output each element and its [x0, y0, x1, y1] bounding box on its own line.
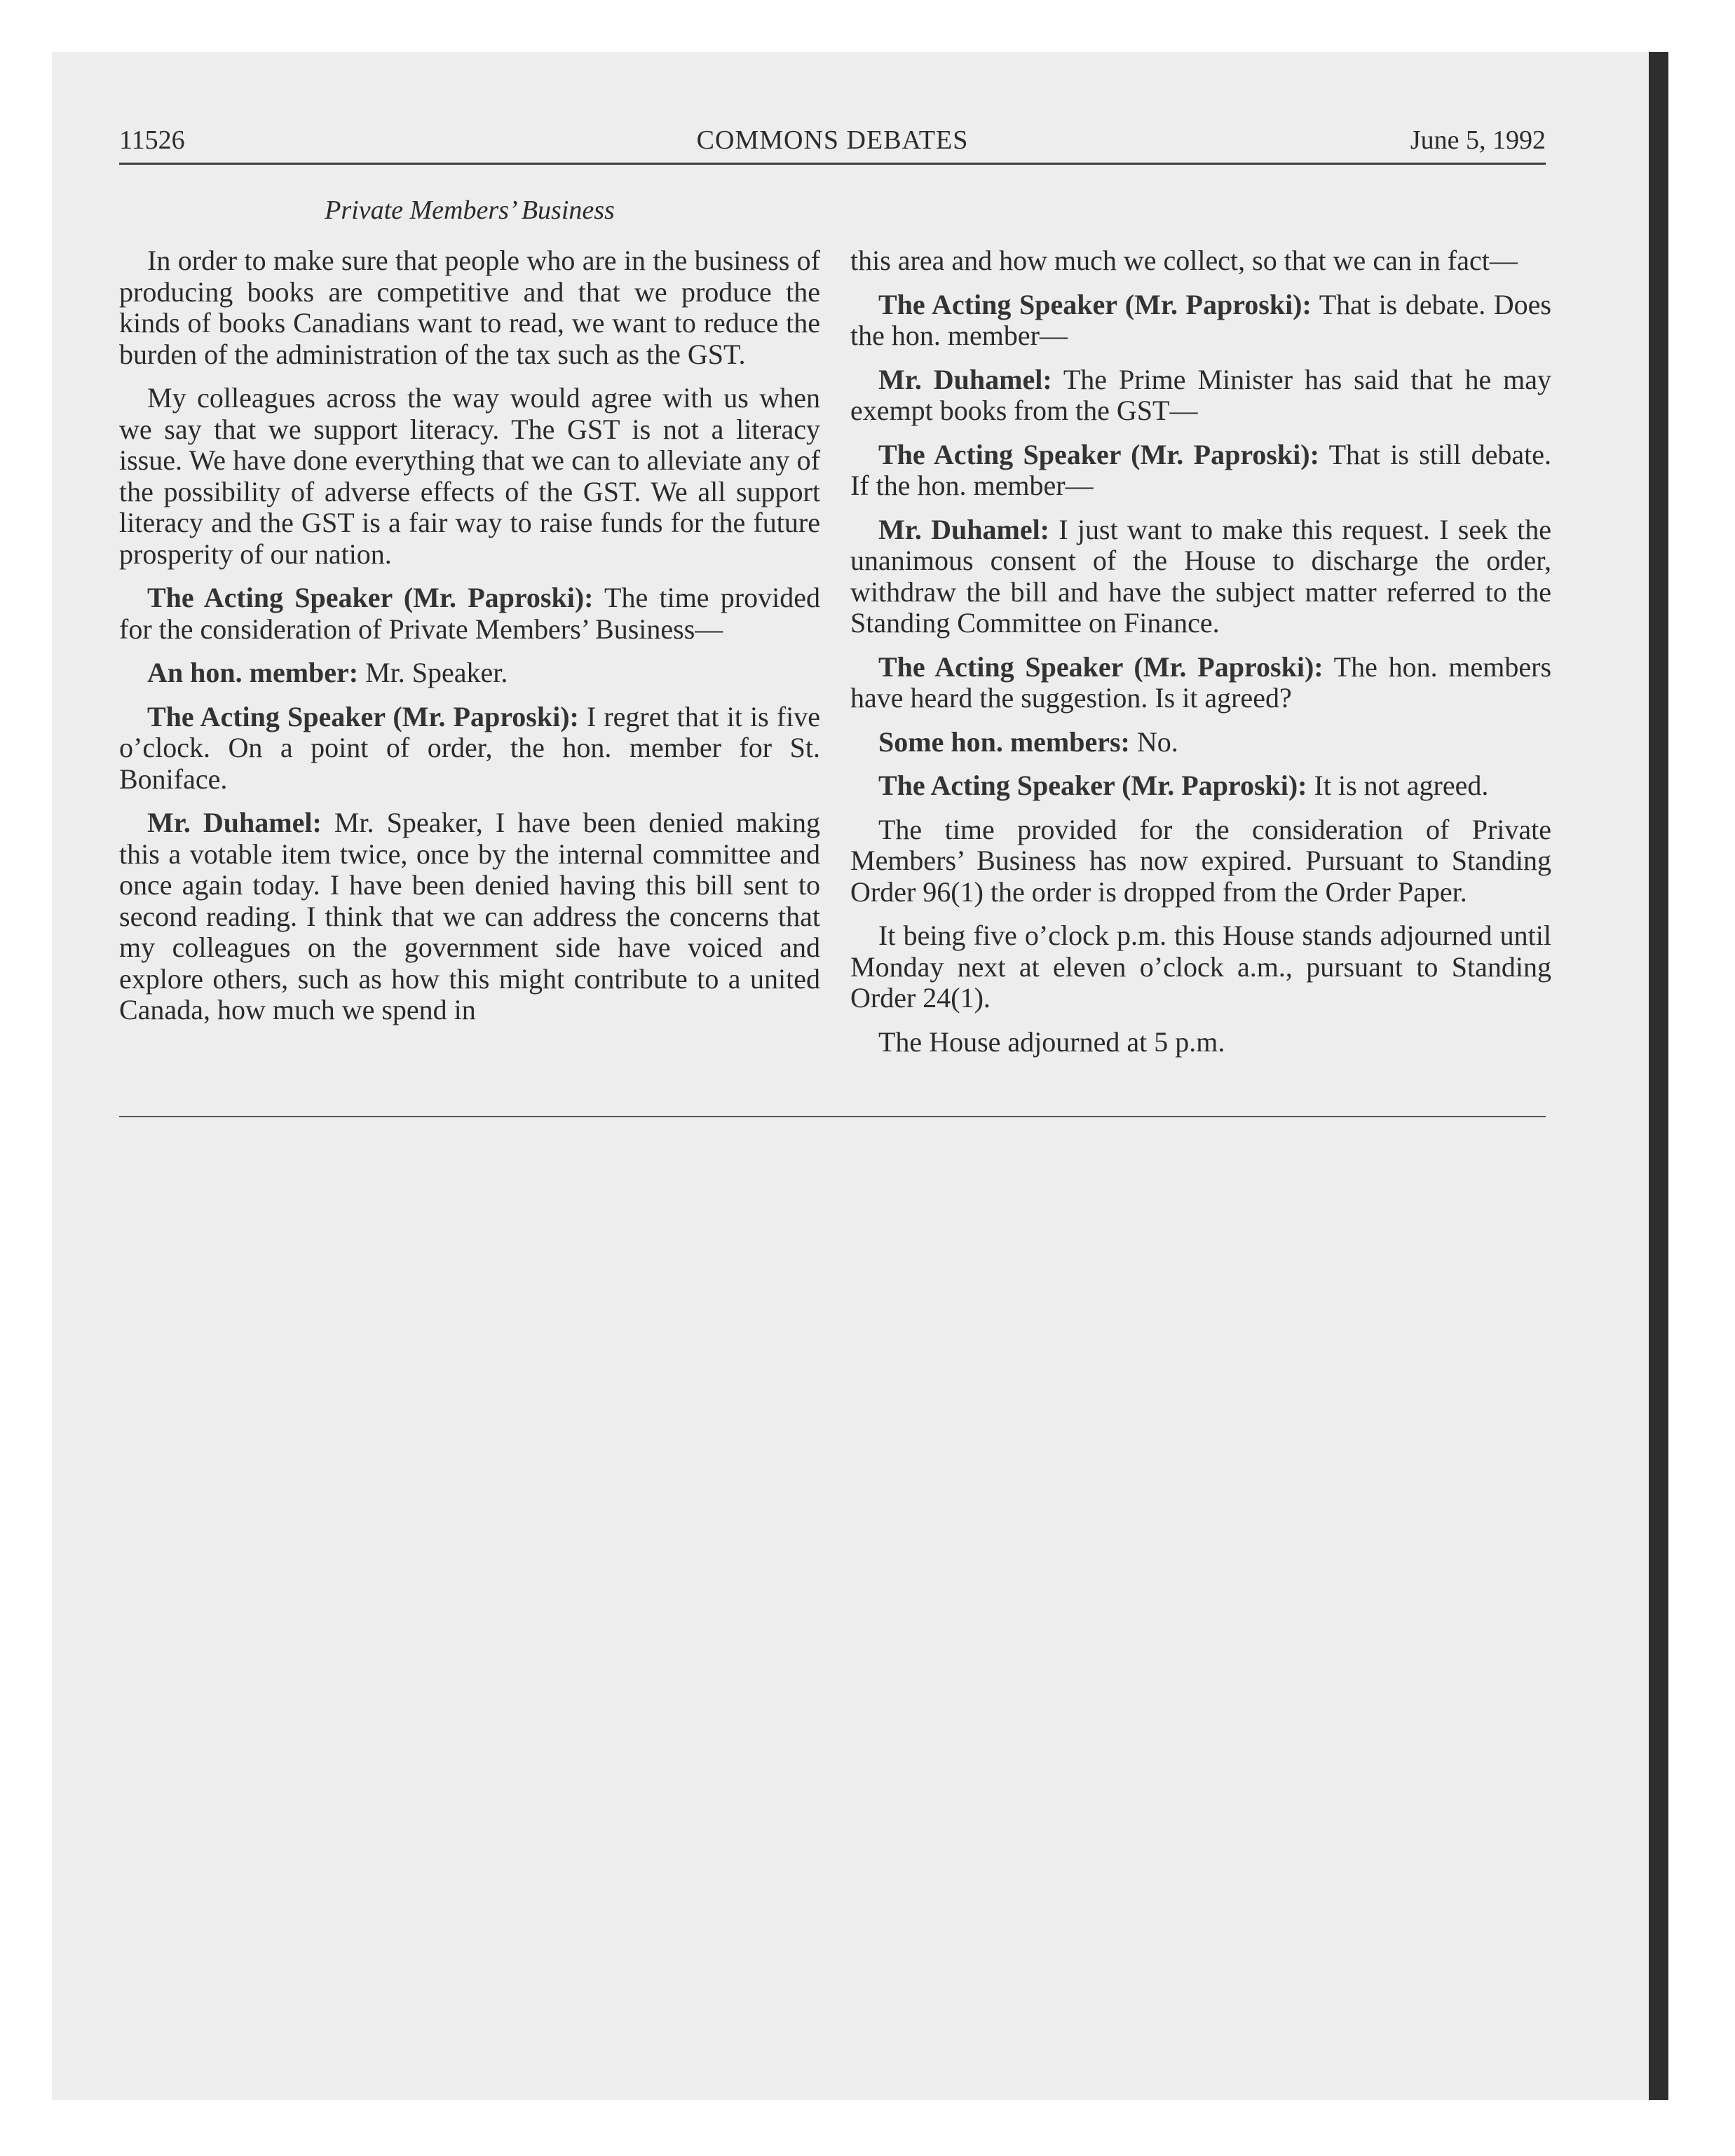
- speech-text: Mr. Speaker.: [365, 657, 508, 688]
- speech: [850, 770, 1551, 802]
- speech: [850, 727, 1551, 758]
- paragraph-continuation: [850, 245, 1551, 277]
- end-rule: [119, 1116, 1546, 1117]
- speaker-name: An hon. member:: [147, 657, 359, 688]
- speech-text: It is not agreed.: [1314, 770, 1489, 801]
- page-number: 11526: [119, 125, 185, 155]
- speech-text: The Prime Minister has said that he may exempt books from the GST—: [850, 363, 1552, 426]
- paragraph-text: My colleagues across the way would agree with us when we say that we support literacy. The GST is not a literacy issue. We have done everything that we can to alleviate any of the possibility of adverse effects of the GST. We all support literacy and the GST is a fair way to raise funds for the future prosperity of our nation.: [119, 382, 820, 570]
- paragraph-text: The House adjourned at 5 p.m.: [878, 1025, 1225, 1058]
- speech: [850, 289, 1551, 352]
- left-column: [119, 245, 820, 1039]
- speaker-name: The Acting Speaker (Mr. Paproski):: [878, 288, 1312, 320]
- header-rule: [119, 163, 1546, 165]
- speaker-name: The Acting Speaker (Mr. Paproski):: [878, 438, 1319, 470]
- speech-text: Mr. Speaker, I have been denied making this a votable item twice, once by the internal committee and once again today. I have been denied having this bill sent to second reading. I think that we can address the concerns that my colleagues on the government side have voiced and explore others, such as how this might contribute to a united Canada, how much we spend in: [119, 807, 821, 1025]
- page-date: June 5, 1992: [1410, 125, 1546, 155]
- paragraph-text: The time provided for the consideration of Private Members’ Business has now expired. Pursuant to Standing Order 96(1) the order is dropped from the Order Paper.: [850, 813, 1551, 908]
- speaker-name: The Acting Speaker (Mr. Paproski):: [147, 582, 594, 613]
- page-header: [119, 123, 1546, 158]
- speaker-name: The Acting Speaker (Mr. Paproski):: [878, 650, 1324, 683]
- speaker-name: The Acting Speaker (Mr. Paproski):: [147, 700, 579, 732]
- speech: [119, 657, 820, 689]
- paragraph-text: this area and how much we collect, so that we can in fact—: [850, 245, 1518, 276]
- speech: [119, 807, 820, 1026]
- speaker-name: Mr. Duhamel:: [147, 807, 322, 838]
- paragraph: [850, 814, 1551, 908]
- speech: [850, 439, 1551, 502]
- speech-text: No.: [1136, 725, 1178, 758]
- speech: [119, 702, 820, 796]
- right-column: [850, 245, 1551, 1070]
- speech: [850, 514, 1551, 639]
- speech-text: That is debate. Does the hon. member—: [850, 288, 1551, 351]
- section-heading: Private Members’ Business: [325, 196, 615, 225]
- speech: [850, 652, 1551, 714]
- speech: [850, 364, 1551, 427]
- speech-text: The hon. members have heard the suggestion. Is it agreed?: [850, 650, 1552, 714]
- speech-text: That is still debate. If the hon. member—: [850, 438, 1551, 501]
- scan-edge-shadow: [1649, 52, 1668, 2100]
- paragraph: [119, 383, 820, 570]
- speech: [119, 582, 820, 645]
- paragraph: [119, 245, 820, 370]
- speaker-name: Mr. Duhamel:: [878, 513, 1050, 545]
- paragraph-text: In order to make sure that people who are in the business of producing books are competitive and that we produce the kinds of books Canadians want to read, we want to reduce the burden of the administration of the tax such as the GST.: [119, 245, 820, 370]
- adjournment-line: [850, 1027, 1551, 1058]
- paragraph-text: It being five o’clock p.m. this House stands adjourned until Monday next at eleven o’clock a.m., pursuant to Standing Order 24(1).: [850, 920, 1551, 1014]
- speaker-name: Mr. Duhamel:: [878, 363, 1052, 395]
- paragraph: [850, 920, 1551, 1014]
- speech-text: The time provided for the consideration of Private Members’ Business—: [119, 582, 820, 645]
- running-title: COMMONS DEBATES: [696, 125, 969, 155]
- speaker-name: The Acting Speaker (Mr. Paproski):: [878, 770, 1307, 801]
- speaker-name: Some hon. members:: [878, 725, 1130, 758]
- speech-text: I just want to make this request. I seek the unanimous consent of the House to discharge the order, withdraw the bill and have the subject matter referred to the Standing Committee on Finance.: [850, 513, 1551, 639]
- speech-text: I regret that it is five o’clock. On a point of order, the hon. member for St. Boniface.: [119, 700, 821, 795]
